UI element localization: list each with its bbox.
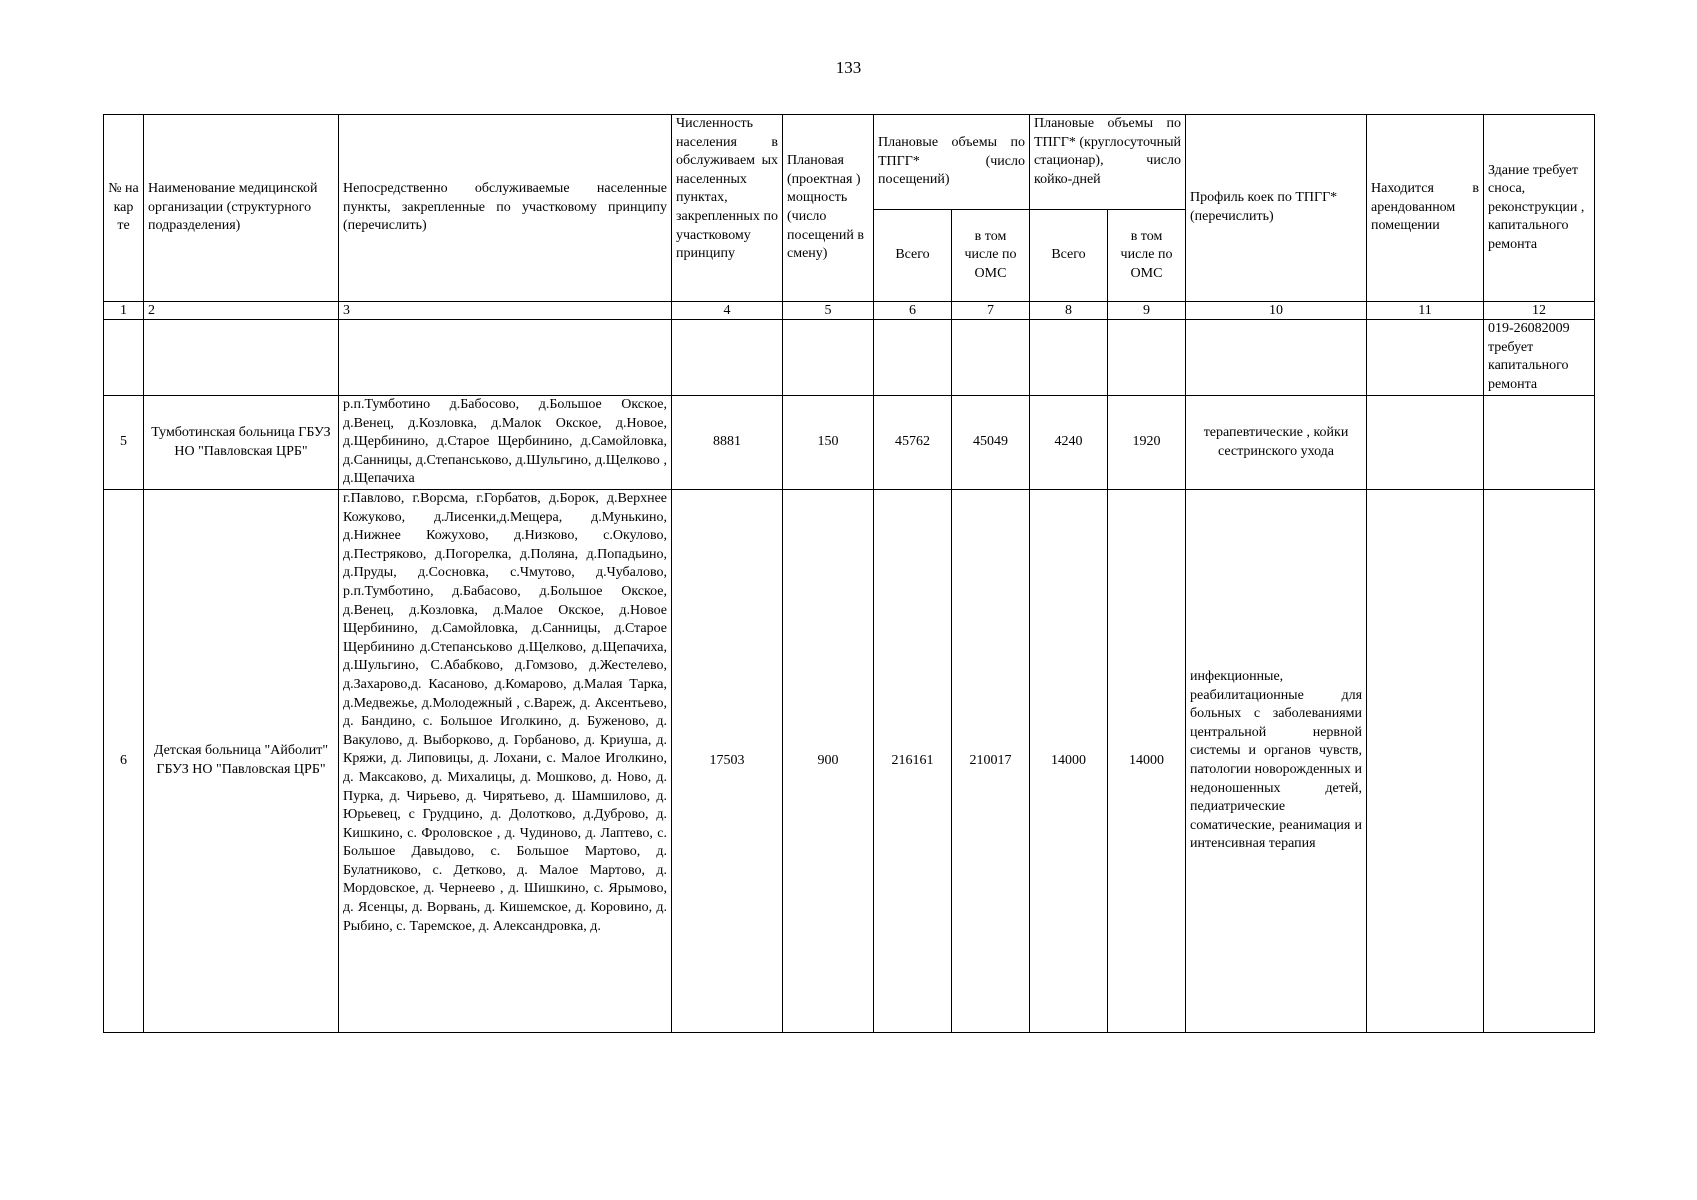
cell-rented	[1367, 320, 1484, 396]
cell-building: 019-26082009 требует капитального ремонта	[1484, 320, 1595, 396]
cell-visits-total	[874, 320, 952, 396]
cell-capacity: 900	[783, 490, 874, 1033]
cell-beds-oms	[1108, 320, 1186, 396]
column-numbers-row	[104, 302, 1595, 320]
header-col-capacity: Плановая (проектная ) мощность (число посещений в смену)	[783, 115, 874, 302]
column-number: 10	[1186, 302, 1367, 320]
cell-building	[1484, 490, 1595, 1033]
cell-visits-oms	[952, 320, 1030, 396]
cell-number: 5	[104, 396, 144, 490]
column-number: 5	[783, 302, 874, 320]
cell-number: 6	[104, 490, 144, 1033]
header-visits-total: Всего	[874, 210, 952, 302]
cell-building	[1484, 396, 1595, 490]
cell-number	[104, 320, 144, 396]
header-visits-oms: в том числе по ОМС	[952, 210, 1030, 302]
table-row	[104, 320, 1595, 396]
cell-bed-profile: терапевтические , койки сестринского ухода	[1186, 396, 1367, 490]
cell-capacity: 150	[783, 396, 874, 490]
header-col-organization: Наименование медицинской организации (структурного подразделения)	[144, 115, 339, 302]
cell-beds-oms: 1920	[1108, 396, 1186, 490]
cell-settlements: г.Павлово, г.Ворсма, г.Горбатов, д.Борок, д.Верхнее Кожуково, д.Лисенки,д.Мещера, д.Мунькино, д.Нижнее Кожухово, д.Низково, с.Окулово, д.Пестряково, д.Погорелка, д.Поляна, д.Попадьино, д.Пруды, д.Сосновка, с.Чмутово, д.Чубалово, р.п.Тумботино, д.Бабасово, д.Большое Окское, д.Венец, д.Козловка, д.Малое Окское, д.Новое Щербинино, д.Самойловка, д.Санницы, д.Старое Щербинино д.Степанськово д.Щелково, д.Щепачиха, д.Шульгино, С.Абабково, д.Гомзово, д.Жестелево, д.Захарово,д. Касаново, д.Комарово, д.Малая Тарка, д.Медвежье, д.Молодежный , с.Вареж, д. Аксентьево, д. Бандино, с. Большое Иголкино, д. Буженово, д. Вакулово, д. Выборково, д. Горбаново, д. Криуша, д. Кряжи, д. Липовицы, д. Лохани, с. Малое Иголкино, д. Максаково, д. Михалицы, д. Мошково, д. Ново, д. Пурка, д. Чирьево, д. Чирятьево, д. Шамшилово, д. Юрьевец, с Грудцино, д. Долотково, д.Дуброво, д. Кишкино, с. Фроловское , д. Чудиново, д. Лаптево, с. Большое Давыдово, с. Большое Мартово, д. Булатниково, с. Детково, д. Малое Мартово, д. Мордовское, д. Чернеево , д. Шишкино, с. Ярымово, д. Ясенцы, д. Ворвань, д. Кишемское, д. Коровино, д. Рыбино, с. Таремское, д. Александровка, д.	[339, 490, 672, 1033]
header-row-1	[104, 115, 1595, 210]
cell-beds-total: 14000	[1030, 490, 1108, 1033]
header-col-rented: Находится в арендованном помещении	[1367, 115, 1484, 302]
cell-visits-oms: 45049	[952, 396, 1030, 490]
cell-population	[672, 320, 783, 396]
column-number: 1	[104, 302, 144, 320]
facilities-table	[103, 114, 1595, 1033]
cell-settlements: р.п.Тумботино д.Бабосово, д.Большое Окское, д.Венец, д.Козловка, д.Малок Окское, д.Новое, д.Щербинино, д.Старое Щербинино, д.Самойловка, д.Санницы, д.Степанськово, д.Шульгино, д.Щелково , д.Щепачиха	[339, 396, 672, 490]
column-number: 2	[144, 302, 339, 320]
header-col-beds: Плановые объемы по ТПГГ* (круглосуточный стационар), число койко-дней	[1030, 115, 1186, 210]
column-number: 4	[672, 302, 783, 320]
header-col-population: Численность населения в обслуживаем ых населенных пунктах, закрепленных по участковому принципу	[672, 115, 783, 302]
header-col-bed-profile: Профиль коек по ТПГГ* (перечислить)	[1186, 115, 1367, 302]
cell-beds-total: 4240	[1030, 396, 1108, 490]
table-row	[104, 490, 1595, 1033]
header-col-number: № на кар те	[104, 115, 144, 302]
header-col-building: Здание требует сноса, реконструкции , капитального ремонта	[1484, 115, 1595, 302]
column-number: 11	[1367, 302, 1484, 320]
column-number: 12	[1484, 302, 1595, 320]
cell-visits-oms: 210017	[952, 490, 1030, 1033]
cell-rented	[1367, 396, 1484, 490]
cell-beds-total	[1030, 320, 1108, 396]
cell-capacity	[783, 320, 874, 396]
cell-population: 8881	[672, 396, 783, 490]
cell-organization: Тумботинская больница ГБУЗ НО "Павловская ЦРБ"	[144, 396, 339, 490]
column-number: 6	[874, 302, 952, 320]
column-number: 8	[1030, 302, 1108, 320]
column-number: 7	[952, 302, 1030, 320]
cell-organization	[144, 320, 339, 396]
cell-rented	[1367, 490, 1484, 1033]
cell-bed-profile	[1186, 320, 1367, 396]
column-number: 3	[339, 302, 672, 320]
header-col-settlements: Непосредственно обслуживаемые населенные пункты, закрепленные по участковому принципу (перечислить)	[339, 115, 672, 302]
cell-visits-total: 45762	[874, 396, 952, 490]
cell-bed-profile: инфекционные, реабилитационные для больных с заболеваниями центральной нервной системы и органов чувств, патологии новорожденных и недоношенных детей, педиатрические соматические, реанимация и интенсивная терапия	[1186, 490, 1367, 1033]
column-number: 9	[1108, 302, 1186, 320]
cell-visits-total: 216161	[874, 490, 952, 1033]
cell-organization: Детская больница "Айболит" ГБУЗ НО "Павловская ЦРБ"	[144, 490, 339, 1033]
table-row	[104, 396, 1595, 490]
header-beds-total: Всего	[1030, 210, 1108, 302]
cell-population: 17503	[672, 490, 783, 1033]
cell-settlements	[339, 320, 672, 396]
header-col-visits: Плановые объемы по ТПГГ* (число посещений)	[874, 115, 1030, 210]
cell-beds-oms: 14000	[1108, 490, 1186, 1033]
page-number: 133	[835, 58, 862, 77]
header-beds-oms: в том числе по ОМС	[1108, 210, 1186, 302]
